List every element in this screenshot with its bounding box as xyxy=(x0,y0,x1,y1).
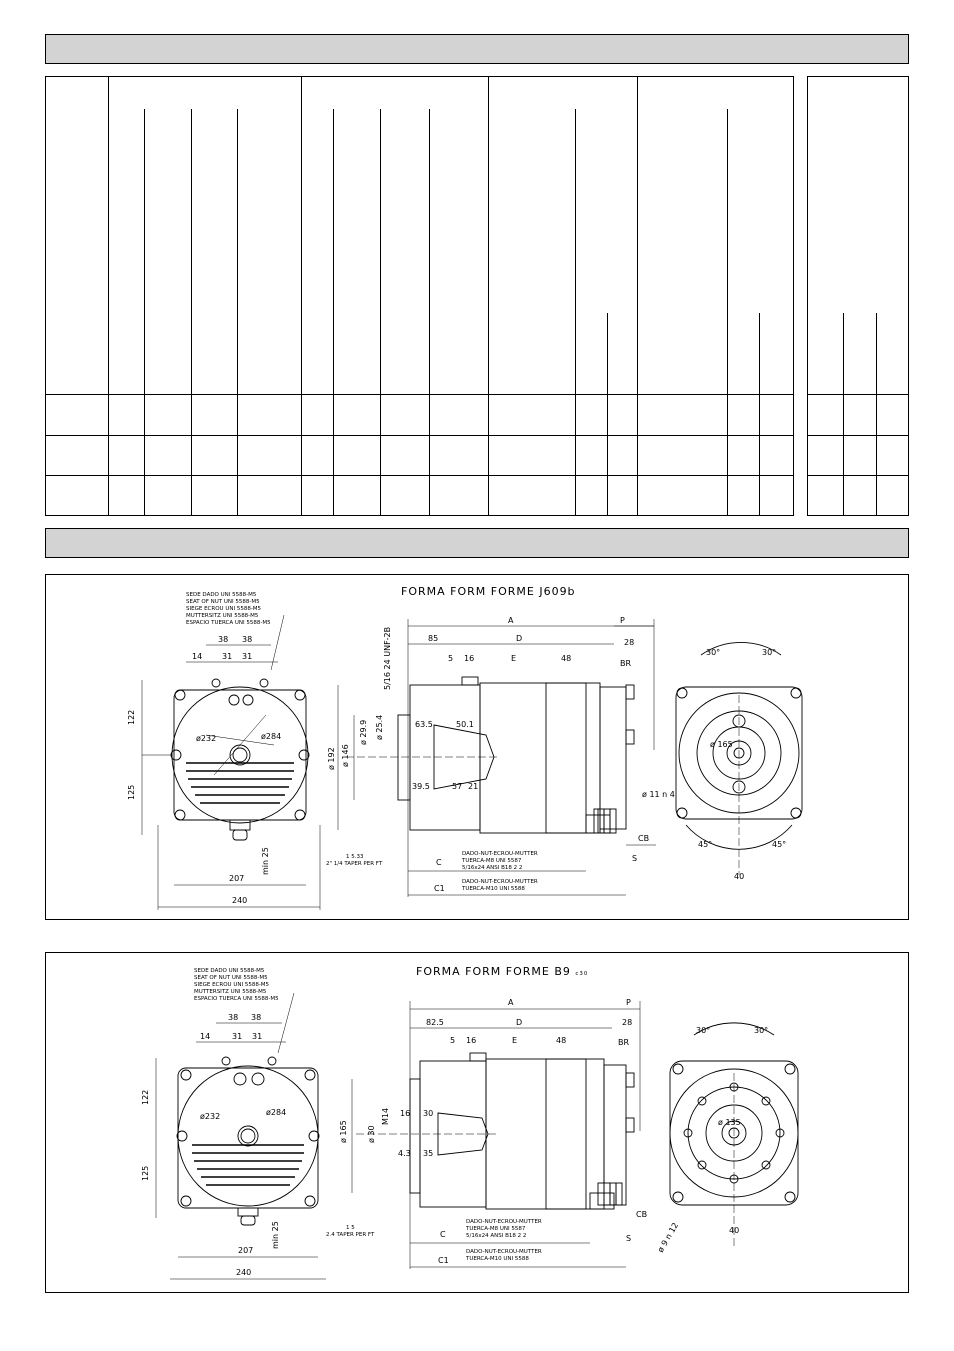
table-divider xyxy=(380,109,381,515)
svg-text:C: C xyxy=(436,858,442,867)
svg-text:85: 85 xyxy=(428,634,439,643)
table-row-line xyxy=(808,394,908,395)
svg-text:45°: 45° xyxy=(698,840,713,849)
table-divider xyxy=(488,77,489,515)
svg-text:C1: C1 xyxy=(438,1256,449,1265)
svg-text:BR: BR xyxy=(620,659,632,668)
svg-text:TUERCA-M10 UNI 5588: TUERCA-M10 UNI 5588 xyxy=(466,1256,529,1262)
svg-text:30°: 30° xyxy=(706,648,721,657)
svg-text:82.5: 82.5 xyxy=(426,1018,444,1027)
svg-text:ø 30: ø 30 xyxy=(367,1125,376,1143)
svg-text:CB: CB xyxy=(636,1210,648,1219)
svg-text:240: 240 xyxy=(236,1268,252,1277)
rear-dimensions xyxy=(656,1026,768,1254)
table-divider xyxy=(191,109,192,515)
table-divider xyxy=(237,109,238,515)
svg-text:45°: 45° xyxy=(772,840,787,849)
table-divider xyxy=(108,77,109,515)
svg-text:122: 122 xyxy=(127,709,136,725)
svg-text:50.1: 50.1 xyxy=(456,720,474,729)
svg-text:16: 16 xyxy=(464,654,475,663)
front-dim-lines xyxy=(156,1023,326,1279)
svg-text:SIEGE ECROU UNI 5588-M5: SIEGE ECROU UNI 5588-M5 xyxy=(186,606,262,612)
table-row-line xyxy=(808,475,908,476)
svg-text:BR: BR xyxy=(618,1038,630,1047)
svg-text:30: 30 xyxy=(423,1109,434,1118)
svg-text:DADO-NUT-ECROU-MUTTER: DADO-NUT-ECROU-MUTTER xyxy=(462,851,538,857)
svg-text:C: C xyxy=(440,1230,446,1239)
svg-text:16: 16 xyxy=(400,1109,411,1118)
svg-text:ø232: ø232 xyxy=(200,1112,221,1121)
table-divider xyxy=(144,109,145,515)
svg-text:38: 38 xyxy=(228,1013,239,1022)
svg-text:ø 25.4: ø 25.4 xyxy=(375,714,384,740)
svg-text:ø 135: ø 135 xyxy=(718,1118,741,1127)
svg-text:D: D xyxy=(516,634,523,643)
svg-text:DADO-NUT-ECROU-MUTTER: DADO-NUT-ECROU-MUTTER xyxy=(466,1219,542,1225)
svg-text:14: 14 xyxy=(200,1032,211,1041)
table-divider xyxy=(301,77,302,515)
svg-text:A: A xyxy=(508,998,514,1007)
table-divider xyxy=(333,109,334,515)
svg-text:1 5.33: 1 5.33 xyxy=(346,854,364,860)
drawing-b9 xyxy=(46,953,908,1292)
svg-text:31: 31 xyxy=(222,652,233,661)
svg-text:TUERCA-M10 UNI 5588: TUERCA-M10 UNI 5588 xyxy=(462,886,525,892)
svg-text:1 5: 1 5 xyxy=(346,1225,355,1231)
svg-text:SEDE DADO UNI 5588-M5: SEDE DADO UNI 5588-M5 xyxy=(186,592,257,598)
table-row-line xyxy=(46,394,793,395)
table-divider xyxy=(876,313,877,515)
svg-text:240: 240 xyxy=(232,896,248,905)
svg-text:ø284: ø284 xyxy=(261,732,282,741)
svg-text:122: 122 xyxy=(141,1089,150,1105)
section-header-band-drawings xyxy=(45,528,909,558)
svg-text:ø 146: ø 146 xyxy=(341,744,350,767)
svg-text:P: P xyxy=(626,998,631,1007)
side-view xyxy=(346,677,634,833)
drawing-title: FORMA FORM FORME B9 c30 xyxy=(416,965,589,978)
svg-text:5: 5 xyxy=(448,654,454,663)
svg-text:2" 1/4 TAPER PER FT: 2" 1/4 TAPER PER FT xyxy=(326,861,383,867)
svg-text:28: 28 xyxy=(622,1018,633,1027)
nut-seat-notes xyxy=(186,592,271,626)
svg-text:31: 31 xyxy=(232,1032,243,1041)
table-divider xyxy=(843,313,844,515)
svg-text:40: 40 xyxy=(734,872,745,881)
table-divider xyxy=(575,109,576,515)
table-divider xyxy=(637,77,638,515)
svg-text:4.3: 4.3 xyxy=(398,1149,411,1158)
svg-text:D: D xyxy=(516,1018,523,1027)
svg-text:MUTTERSITZ UNI 5588-M5: MUTTERSITZ UNI 5588-M5 xyxy=(186,613,259,619)
table-row-line xyxy=(46,435,793,436)
svg-text:5: 5 xyxy=(450,1036,456,1045)
svg-text:63.5: 63.5 xyxy=(415,720,433,729)
svg-text:A: A xyxy=(508,616,514,625)
svg-text:2.4 TAPER PER FT: 2.4 TAPER PER FT xyxy=(326,1232,375,1238)
section-header-band-top xyxy=(45,34,909,64)
front-view xyxy=(171,679,309,840)
svg-text:ø 192: ø 192 xyxy=(327,747,336,770)
svg-text:39.5: 39.5 xyxy=(412,782,430,791)
svg-text:48: 48 xyxy=(561,654,572,663)
table-divider xyxy=(727,109,728,515)
front-view xyxy=(177,1057,319,1225)
svg-text:5/16x24 ANSI B18 2 2: 5/16x24 ANSI B18 2 2 xyxy=(462,865,523,871)
side-dimensions xyxy=(326,616,649,893)
svg-text:38: 38 xyxy=(218,635,229,644)
svg-text:ø284: ø284 xyxy=(266,1108,287,1117)
svg-text:ESPACIO TUERCA UNI 5588-M5: ESPACIO TUERCA UNI 5588-M5 xyxy=(186,620,271,626)
svg-text:ESPACIO TUERCA UNI 5588-M5: ESPACIO TUERCA UNI 5588-M5 xyxy=(194,996,279,1002)
svg-text:SIEGE ECROU UNI 5588-M5: SIEGE ECROU UNI 5588-M5 xyxy=(194,982,270,988)
svg-text:ø 9 n 12: ø 9 n 12 xyxy=(655,1221,681,1254)
svg-text:SEAT OF NUT UNI 5588-M5: SEAT OF NUT UNI 5588-M5 xyxy=(194,975,268,981)
svg-text:TUERCA-M8 UNI 5587: TUERCA-M8 UNI 5587 xyxy=(466,1226,526,1232)
svg-text:S: S xyxy=(632,854,638,863)
svg-text:207: 207 xyxy=(238,1246,254,1255)
svg-text:40: 40 xyxy=(729,1226,740,1235)
svg-text:125: 125 xyxy=(127,784,136,800)
table-row-line xyxy=(808,435,908,436)
svg-text:min 25: min 25 xyxy=(271,1221,280,1249)
svg-text:28: 28 xyxy=(624,638,635,647)
svg-text:ø 165: ø 165 xyxy=(339,1120,348,1143)
svg-text:48: 48 xyxy=(556,1036,567,1045)
svg-text:14: 14 xyxy=(192,652,203,661)
svg-text:21: 21 xyxy=(468,782,479,791)
rear-dimensions xyxy=(642,648,786,881)
svg-text:ø 165: ø 165 xyxy=(710,740,733,749)
drawing-panel-j609b xyxy=(45,574,909,920)
svg-text:30°: 30° xyxy=(754,1026,769,1035)
svg-text:SEAT OF NUT UNI 5588-M5: SEAT OF NUT UNI 5588-M5 xyxy=(186,599,260,605)
svg-text:C1: C1 xyxy=(434,884,445,893)
svg-text:SEDE DADO UNI 5588-M5: SEDE DADO UNI 5588-M5 xyxy=(194,968,265,974)
svg-text:S: S xyxy=(626,1234,632,1243)
svg-text:M14: M14 xyxy=(381,1107,390,1125)
svg-text:E: E xyxy=(512,1036,518,1045)
side-dimensions xyxy=(326,998,647,1265)
svg-text:57: 57 xyxy=(452,782,463,791)
svg-text:TUERCA-M8 UNI 5587: TUERCA-M8 UNI 5587 xyxy=(462,858,522,864)
svg-text:35: 35 xyxy=(423,1149,434,1158)
svg-text:38: 38 xyxy=(251,1013,262,1022)
svg-text:P: P xyxy=(620,616,625,625)
svg-text:207: 207 xyxy=(229,874,245,883)
svg-text:ø 11 n 4: ø 11 n 4 xyxy=(642,790,675,799)
svg-text:38: 38 xyxy=(242,635,253,644)
data-table-main xyxy=(45,76,794,516)
svg-text:5/16x24 ANSI B18 2 2: 5/16x24 ANSI B18 2 2 xyxy=(466,1233,527,1239)
side-view xyxy=(356,1053,634,1209)
svg-text:31: 31 xyxy=(252,1032,263,1041)
table-row-line xyxy=(46,475,793,476)
svg-text:min 25: min 25 xyxy=(261,847,270,875)
svg-text:DADO-NUT-ECROU-MUTTER: DADO-NUT-ECROU-MUTTER xyxy=(466,1249,542,1255)
front-dimensions xyxy=(127,635,281,905)
nut-seat-notes xyxy=(194,968,279,1002)
svg-text:DADO-NUT-ECROU-MUTTER: DADO-NUT-ECROU-MUTTER xyxy=(462,879,538,885)
drawing-title: FORMA FORM FORME J609b xyxy=(401,585,576,598)
svg-text:ø 29.9: ø 29.9 xyxy=(359,719,368,745)
svg-text:CB: CB xyxy=(638,834,650,843)
svg-text:31: 31 xyxy=(242,652,253,661)
rear-view xyxy=(670,1023,798,1249)
svg-text:5/16 24 UNF-2B: 5/16 24 UNF-2B xyxy=(383,626,392,690)
data-table-side xyxy=(807,76,909,516)
svg-text:16: 16 xyxy=(466,1036,477,1045)
table-divider xyxy=(607,313,608,515)
table-divider xyxy=(429,109,430,515)
svg-text:MUTTERSITZ UNI 5588-M5: MUTTERSITZ UNI 5588-M5 xyxy=(194,989,267,995)
svg-text:125: 125 xyxy=(141,1165,150,1181)
table-divider xyxy=(759,313,760,515)
drawing-j609b xyxy=(46,575,908,919)
svg-text:ø232: ø232 xyxy=(196,734,217,743)
svg-text:30°: 30° xyxy=(762,648,777,657)
svg-text:E: E xyxy=(511,654,517,663)
front-dim-lines xyxy=(142,645,320,910)
drawing-panel-b9 xyxy=(45,952,909,1293)
svg-text:30°: 30° xyxy=(696,1026,711,1035)
